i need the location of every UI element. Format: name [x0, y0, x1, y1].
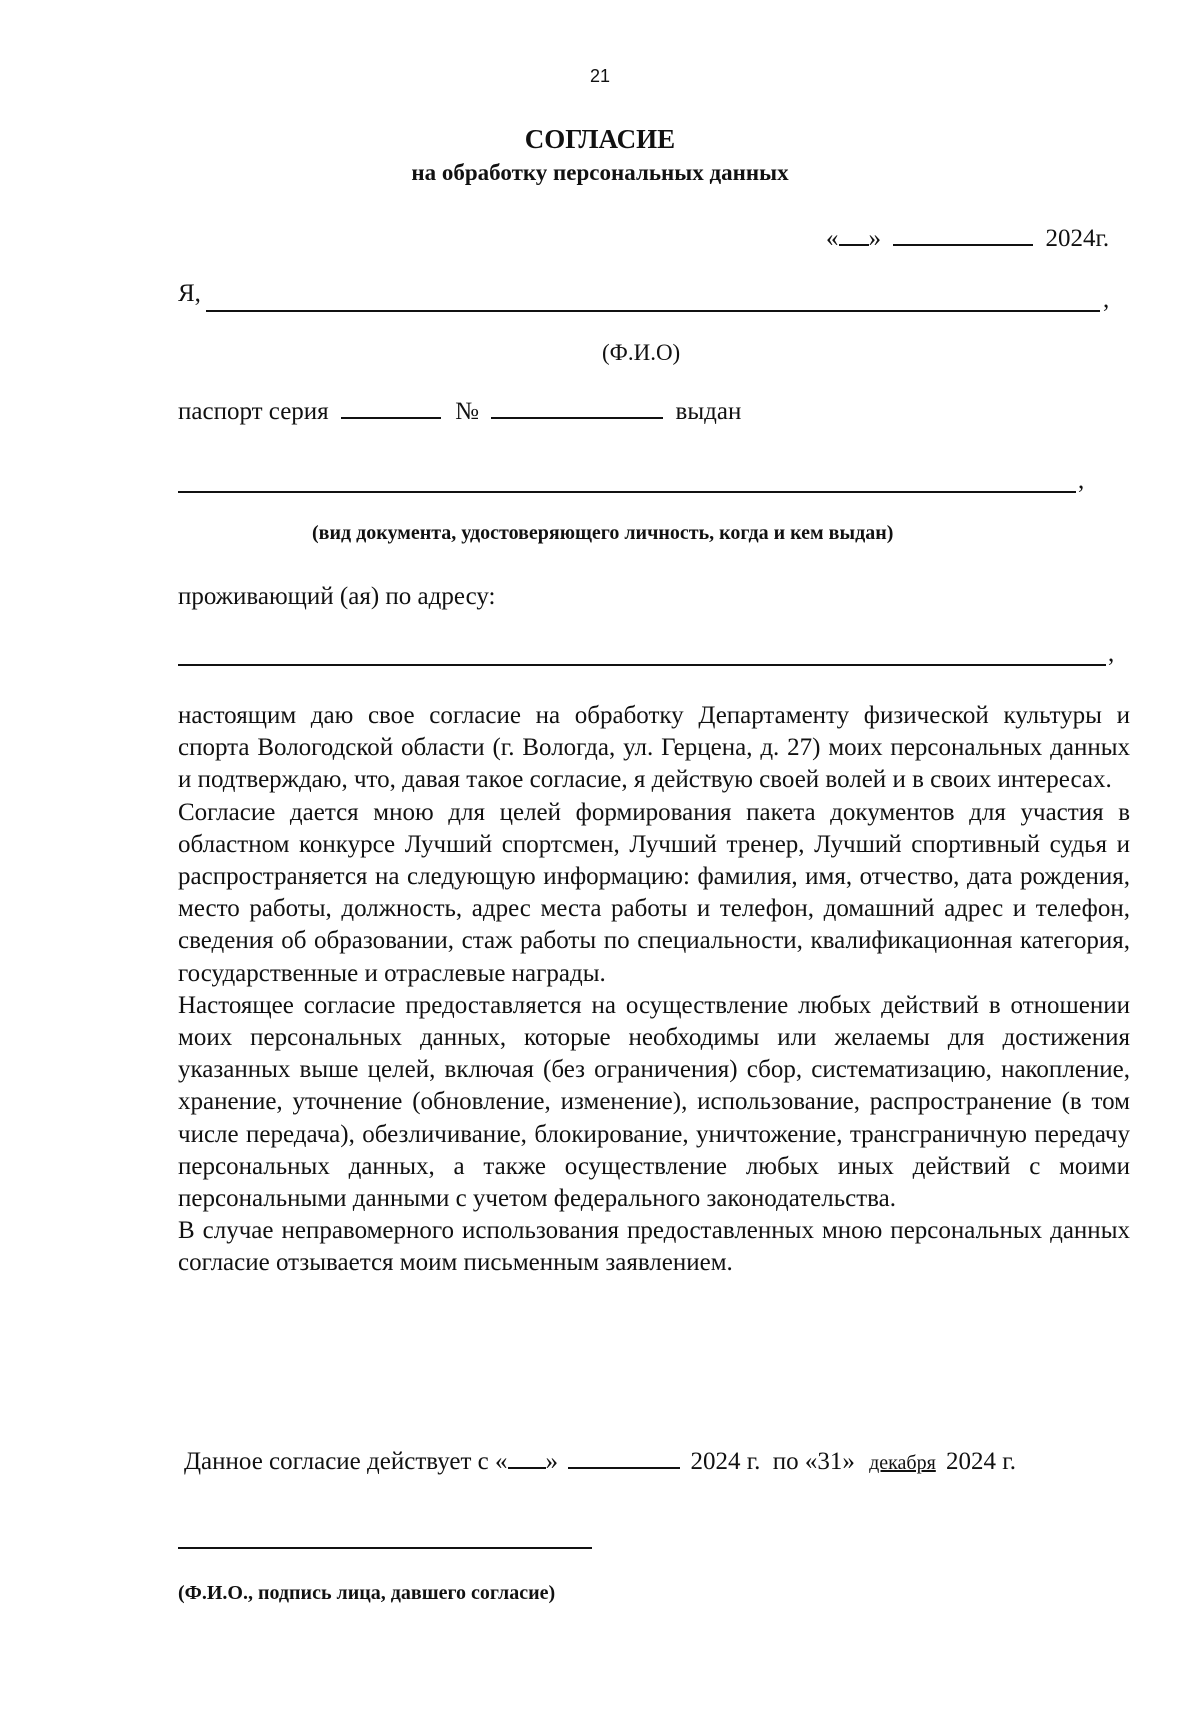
date-close-quote: »: [868, 225, 881, 252]
validity-close-quote: »: [545, 1448, 558, 1475]
address-end-comma: ,: [1108, 640, 1115, 667]
validity-day-field[interactable]: [508, 1466, 546, 1469]
passport-number-label: №: [455, 398, 480, 425]
address-label: проживающий (ая) по адресу:: [178, 583, 496, 610]
passport-number-field[interactable]: [491, 416, 663, 419]
passport-caption: (вид документа, удостоверяющего личность, когда и кем выдан): [312, 522, 894, 544]
fio-field[interactable]: [206, 310, 1100, 312]
passport-series-field[interactable]: [341, 416, 441, 419]
page-number: 21: [589, 66, 611, 86]
validity-line: [184, 1448, 1016, 1476]
document-subtitle: на обработку персональных данных: [411, 160, 789, 185]
passport-line: [178, 398, 741, 426]
consent-paragraph-2: Согласие дается мною для целей формирования пакета документов для участия в областном конкурсе Лучший спортсмен, Лучший тренер, Лучший спортивный судья и распространяется на следующую информацию: фамилия, имя, отчество, дата рождения, место работы, должность, адрес места работы и телефон, домашний адрес и телефон, сведения об образовании, стаж работы по специальности, квалификационная категория, государственные и отраслевые награды.: [178, 798, 1130, 987]
day-field[interactable]: [839, 243, 869, 246]
validity-year-to: 2024 г.: [946, 1448, 1016, 1475]
validity-prefix: Данное согласие действует с «: [184, 1448, 508, 1475]
consent-paragraph-4: В случае неправомерного использования предоставленных мною персональных данных согласие отзывается моим письменным заявлением.: [178, 1217, 1130, 1277]
passport-issued-field[interactable]: [178, 491, 1076, 493]
address-field[interactable]: [178, 664, 1106, 666]
passport-series-label: паспорт серия: [178, 398, 329, 425]
validity-year-from: 2024 г.: [690, 1448, 761, 1475]
date-year: 2024г.: [1045, 225, 1110, 252]
fio-end-comma: ,: [1103, 286, 1110, 313]
consent-paragraph-3: Настоящее согласие предоставляется на осуществление любых действий в отношении моих персональных данных, которые необходимы или желаемы для достижения указанных выше целей, включая (без ограничения) сбор, систематизацию, накопление, хранение, уточнение (обновление, изменение), использование, распространение (в том числе передача), обезличивание, блокирование, уничтожение, трансграничную передачу персональных данных, а также осуществление любых иных действий с моими персональными данными с учетом федерального законодательства.: [178, 991, 1130, 1213]
consent-paragraph-1: настоящим даю свое согласие на обработку Департаменту физической культуры и спорта Вологодской области (г. Вологда, ул. Герцена, д. 27) моих персональных данных и подтверждаю, что, давая такое согласие, я действую своей волей и в своих интересах.: [178, 702, 1130, 794]
validity-month-field[interactable]: [568, 1466, 680, 1469]
signature-caption: (Ф.И.О., подпись лица, давшего согласие): [178, 1582, 556, 1604]
fio-prefix: Я,: [178, 280, 201, 307]
date-line: [826, 225, 1109, 253]
passport-end-comma: ,: [1078, 467, 1085, 494]
passport-issued-label: выдан: [675, 398, 742, 425]
month-field[interactable]: [893, 243, 1033, 246]
fio-caption: (Ф.И.О): [602, 340, 681, 365]
validity-month: декабря: [869, 1452, 936, 1474]
validity-to-label: по «31»: [772, 1448, 855, 1475]
document-title: СОГЛАСИЕ: [524, 124, 676, 154]
signature-field[interactable]: [178, 1547, 592, 1549]
date-open-quote: «: [826, 225, 839, 252]
consent-body: [178, 700, 1130, 1280]
